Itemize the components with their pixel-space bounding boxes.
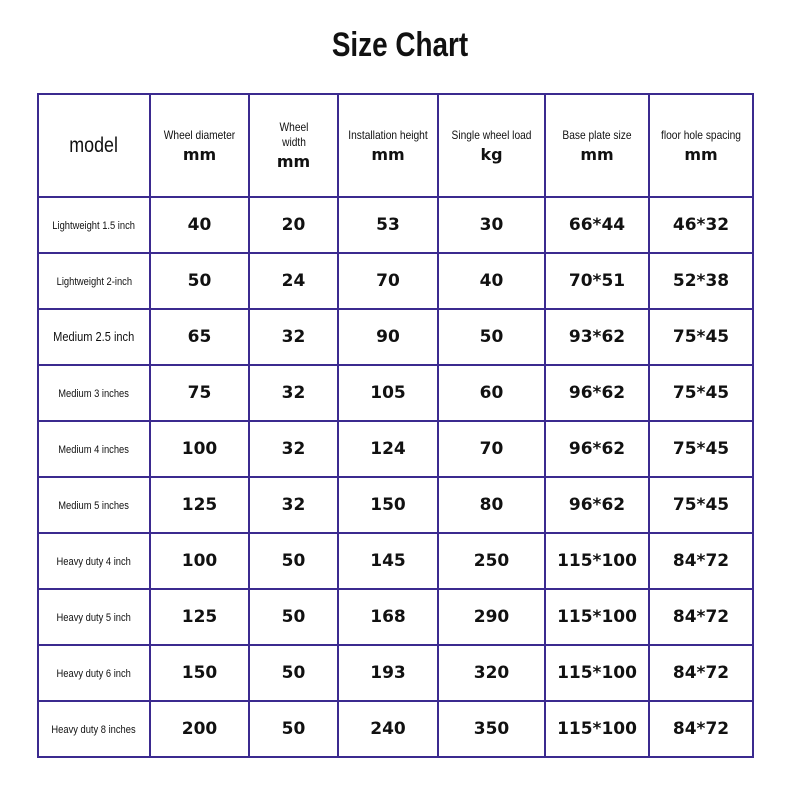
model-name: Medium 5 inches — [58, 500, 130, 512]
value-cell: 96*62 — [545, 477, 649, 533]
model-cell — [38, 533, 150, 589]
header-cell-model — [38, 94, 150, 197]
header-unit: mm — [276, 152, 311, 171]
value-cell: 320 — [438, 645, 545, 701]
value-cell: 193 — [338, 645, 438, 701]
value-cell: 290 — [438, 589, 545, 645]
value-cell: 50 — [438, 309, 545, 365]
value-cell: 200 — [150, 701, 249, 757]
table-row — [38, 701, 753, 757]
header-unit: mm — [684, 144, 718, 164]
header-label: floor hole spacing — [661, 127, 741, 142]
value-cell: 70 — [338, 253, 438, 309]
value-cell: 46*32 — [649, 197, 753, 253]
value-cell: 53 — [338, 197, 438, 253]
value-cell: 75*45 — [649, 477, 753, 533]
header-label: Single wheel load — [451, 127, 532, 142]
value-cell: 150 — [150, 645, 249, 701]
table-header-row — [38, 94, 753, 197]
model-cell — [38, 309, 150, 365]
value-cell: 50 — [249, 701, 338, 757]
table-row — [38, 309, 753, 365]
header-unit: mm — [371, 144, 405, 164]
page-title: Size Chart — [331, 26, 469, 64]
header-cell-single-wheel-load — [438, 94, 545, 197]
value-cell: 145 — [338, 533, 438, 589]
value-cell: 250 — [438, 533, 545, 589]
value-cell: 50 — [249, 589, 338, 645]
value-cell: 52*38 — [649, 253, 753, 309]
model-name: Medium 3 inches — [58, 388, 130, 400]
model-cell — [38, 253, 150, 309]
table-row — [38, 533, 753, 589]
value-cell: 105 — [338, 365, 438, 421]
value-cell: 75*45 — [649, 309, 753, 365]
value-cell: 70 — [438, 421, 545, 477]
value-cell: 50 — [150, 253, 249, 309]
header-label: Wheel width — [279, 120, 308, 149]
value-cell: 115*100 — [545, 701, 649, 757]
model-cell — [38, 365, 150, 421]
value-cell: 115*100 — [545, 645, 649, 701]
size-chart-table — [37, 93, 754, 758]
header-label: Wheel diameter — [163, 127, 236, 142]
model-cell — [38, 589, 150, 645]
header-cell-floor-hole-spacing — [649, 94, 753, 197]
value-cell: 60 — [438, 365, 545, 421]
value-cell: 240 — [338, 701, 438, 757]
value-cell: 32 — [249, 421, 338, 477]
table-row — [38, 197, 753, 253]
header-unit: mm — [182, 144, 217, 164]
value-cell: 150 — [338, 477, 438, 533]
header-unit: kg — [480, 144, 503, 164]
model-cell — [38, 421, 150, 477]
model-cell — [38, 701, 150, 757]
value-cell: 115*100 — [545, 589, 649, 645]
value-cell: 50 — [249, 645, 338, 701]
model-name: Heavy duty 6 inch — [56, 668, 132, 680]
value-cell: 80 — [438, 477, 545, 533]
value-cell: 125 — [150, 477, 249, 533]
value-cell: 50 — [249, 533, 338, 589]
value-cell: 65 — [150, 309, 249, 365]
model-name: Medium 4 inches — [58, 444, 130, 456]
table-row — [38, 477, 753, 533]
table-row — [38, 645, 753, 701]
value-cell: 70*51 — [545, 253, 649, 309]
header-cell-wheel-width — [249, 94, 338, 197]
header-cell-wheel-diameter — [150, 94, 249, 197]
value-cell: 75*45 — [649, 421, 753, 477]
value-cell: 125 — [150, 589, 249, 645]
table-row — [38, 421, 753, 477]
model-cell — [38, 477, 150, 533]
header-unit: mm — [580, 144, 614, 164]
value-cell: 168 — [338, 589, 438, 645]
model-name: Heavy duty 5 inch — [56, 612, 132, 624]
table-row — [38, 589, 753, 645]
header-cell-base-plate-size — [545, 94, 649, 197]
value-cell: 124 — [338, 421, 438, 477]
model-name: Lightweight 2-inch — [56, 276, 132, 288]
value-cell: 75*45 — [649, 365, 753, 421]
model-name: Heavy duty 8 inches — [51, 724, 137, 736]
value-cell: 84*72 — [649, 533, 753, 589]
header-label: Installation height — [348, 127, 428, 142]
value-cell: 100 — [150, 533, 249, 589]
value-cell: 32 — [249, 477, 338, 533]
model-name: Medium 2.5 inch — [53, 329, 135, 344]
header-model-label: model — [69, 133, 119, 157]
header-label: Base plate size — [562, 127, 632, 142]
value-cell: 84*72 — [649, 589, 753, 645]
value-cell: 96*62 — [545, 421, 649, 477]
value-cell: 100 — [150, 421, 249, 477]
value-cell: 66*44 — [545, 197, 649, 253]
value-cell: 40 — [150, 197, 249, 253]
header-cell-installation-height — [338, 94, 438, 197]
value-cell: 84*72 — [649, 701, 753, 757]
value-cell: 30 — [438, 197, 545, 253]
value-cell: 93*62 — [545, 309, 649, 365]
model-name: Heavy duty 4 inch — [56, 556, 132, 568]
value-cell: 32 — [249, 309, 338, 365]
model-name: Lightweight 1.5 inch — [52, 220, 136, 232]
value-cell: 20 — [249, 197, 338, 253]
value-cell: 350 — [438, 701, 545, 757]
table-row — [38, 253, 753, 309]
value-cell: 24 — [249, 253, 338, 309]
model-cell — [38, 197, 150, 253]
value-cell: 115*100 — [545, 533, 649, 589]
value-cell: 84*72 — [649, 645, 753, 701]
table-row — [38, 365, 753, 421]
value-cell: 96*62 — [545, 365, 649, 421]
value-cell: 75 — [150, 365, 249, 421]
value-cell: 32 — [249, 365, 338, 421]
value-cell: 40 — [438, 253, 545, 309]
value-cell: 90 — [338, 309, 438, 365]
model-cell — [38, 645, 150, 701]
